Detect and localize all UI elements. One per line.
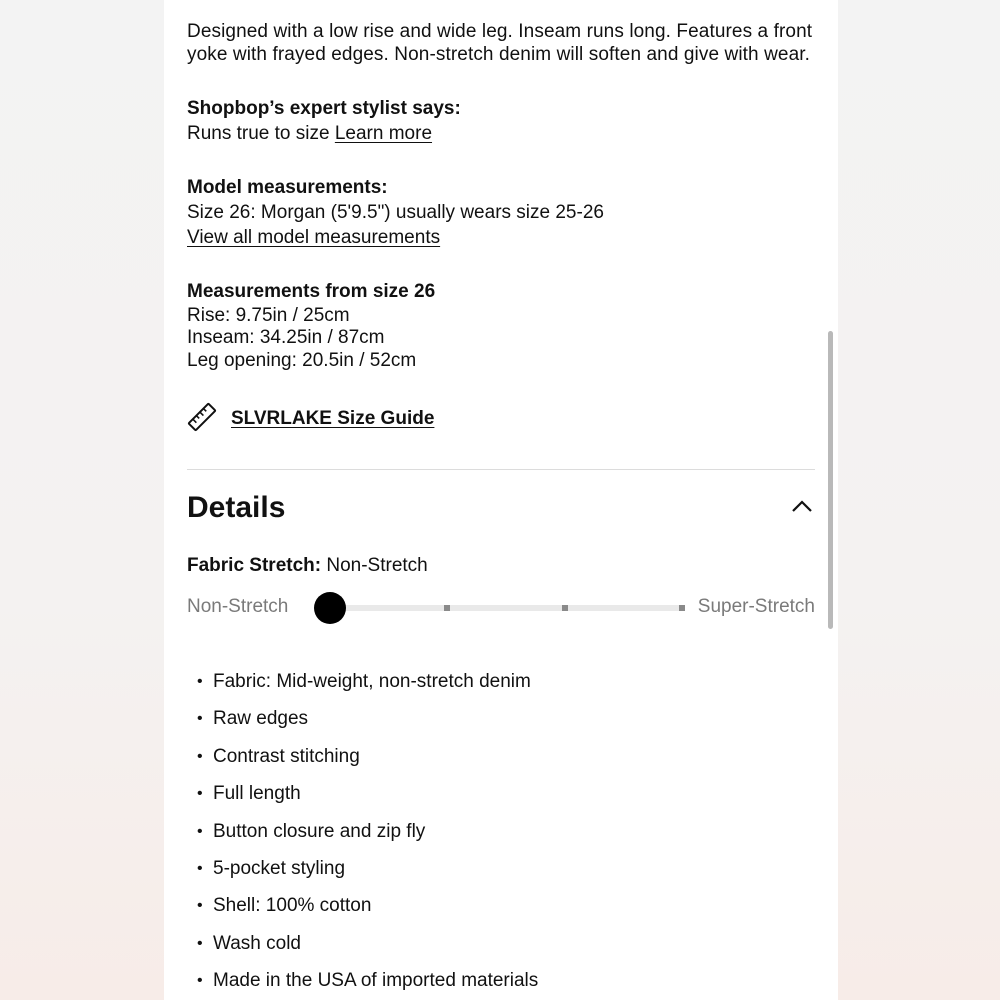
- list-item-text: 5-pocket styling: [213, 857, 346, 879]
- scale-min-label: Non-Stretch: [187, 596, 289, 617]
- view-all-model-measurements-link[interactable]: View all model measurements: [187, 227, 441, 248]
- size-measurements-section: [187, 279, 815, 373]
- list-item-text: Wash cold: [213, 932, 301, 954]
- product-description: [187, 20, 815, 66]
- list-item: • Contrast stitching: [197, 745, 360, 767]
- details-title: Details: [187, 491, 286, 524]
- stretch-tick: [679, 605, 685, 611]
- model-measurements-title: Model measurements:: [187, 177, 388, 198]
- fabric-stretch-value: Non-Stretch: [326, 555, 428, 576]
- model-measurements-section: [187, 175, 815, 250]
- fabric-stretch-label: Fabric Stretch:: [187, 555, 322, 576]
- scale-max-label: Super-Stretch: [697, 596, 815, 617]
- stretch-tick: [444, 605, 450, 611]
- rise-measurement: Rise: 9.75in / 25cm: [187, 305, 350, 326]
- list-item: • Full length: [197, 783, 301, 805]
- list-item-text: Full length: [213, 783, 301, 805]
- fabric-stretch-scale: [187, 594, 815, 622]
- description-line-1: Designed with a low rise and wide leg. Inseam runs long. Features a front: [187, 21, 813, 42]
- stretch-tick: [562, 605, 568, 611]
- size-guide-label: SLVRLAKE Size Guide: [231, 408, 435, 429]
- section-divider: [187, 469, 815, 470]
- description-line-2: yoke with frayed edges. Non-stretch denim will soften and give with wear.: [187, 44, 810, 65]
- ruler-icon: [187, 402, 217, 437]
- list-item: • Button closure and zip fly: [197, 820, 426, 842]
- stylist-title: Shopbop’s expert stylist says:: [187, 98, 461, 119]
- chevron-up-icon[interactable]: [791, 499, 813, 518]
- list-item-text: Shell: 100% cotton: [213, 895, 372, 917]
- inseam-measurement: Inseam: 34.25in / 87cm: [187, 327, 385, 348]
- list-item: • Made in the USA of imported materials: [197, 970, 539, 992]
- list-item-text: Raw edges: [213, 708, 309, 730]
- leg-opening-measurement: Leg opening: 20.5in / 52cm: [187, 350, 417, 371]
- list-item-text: Contrast stitching: [213, 745, 360, 767]
- size-guide-link[interactable]: [187, 402, 434, 436]
- size-measurements-title: Measurements from size 26: [187, 281, 436, 302]
- stretch-track: [330, 605, 682, 611]
- fabric-stretch-row: [187, 553, 428, 578]
- stylist-text-row: [187, 121, 815, 146]
- list-item-text: Button closure and zip fly: [213, 820, 426, 842]
- details-accordion-header[interactable]: [187, 488, 815, 528]
- scrollbar-thumb[interactable]: [828, 331, 833, 629]
- learn-more-link[interactable]: Learn more: [334, 123, 433, 144]
- list-item: • Raw edges: [197, 708, 309, 730]
- list-item-text: Made in the USA of imported materials: [213, 970, 539, 992]
- stylist-text: Runs true to size: [187, 123, 330, 144]
- list-item: • Fabric: Mid-weight, non-stretch denim: [197, 671, 531, 692]
- details-list: [187, 669, 538, 1000]
- list-item: • Wash cold: [197, 932, 301, 954]
- model-measurements-text: Size 26: Morgan (5'9.5") usually wears size 25-26: [187, 202, 604, 223]
- product-info-panel: [164, 0, 838, 1000]
- list-item: • 5-pocket styling: [197, 857, 346, 879]
- list-item: • Shell: 100% cotton: [197, 895, 372, 917]
- stylist-section: [187, 96, 815, 146]
- stretch-indicator: [314, 592, 346, 624]
- list-item-text: Fabric: Mid-weight, non-stretch denim: [213, 671, 531, 692]
